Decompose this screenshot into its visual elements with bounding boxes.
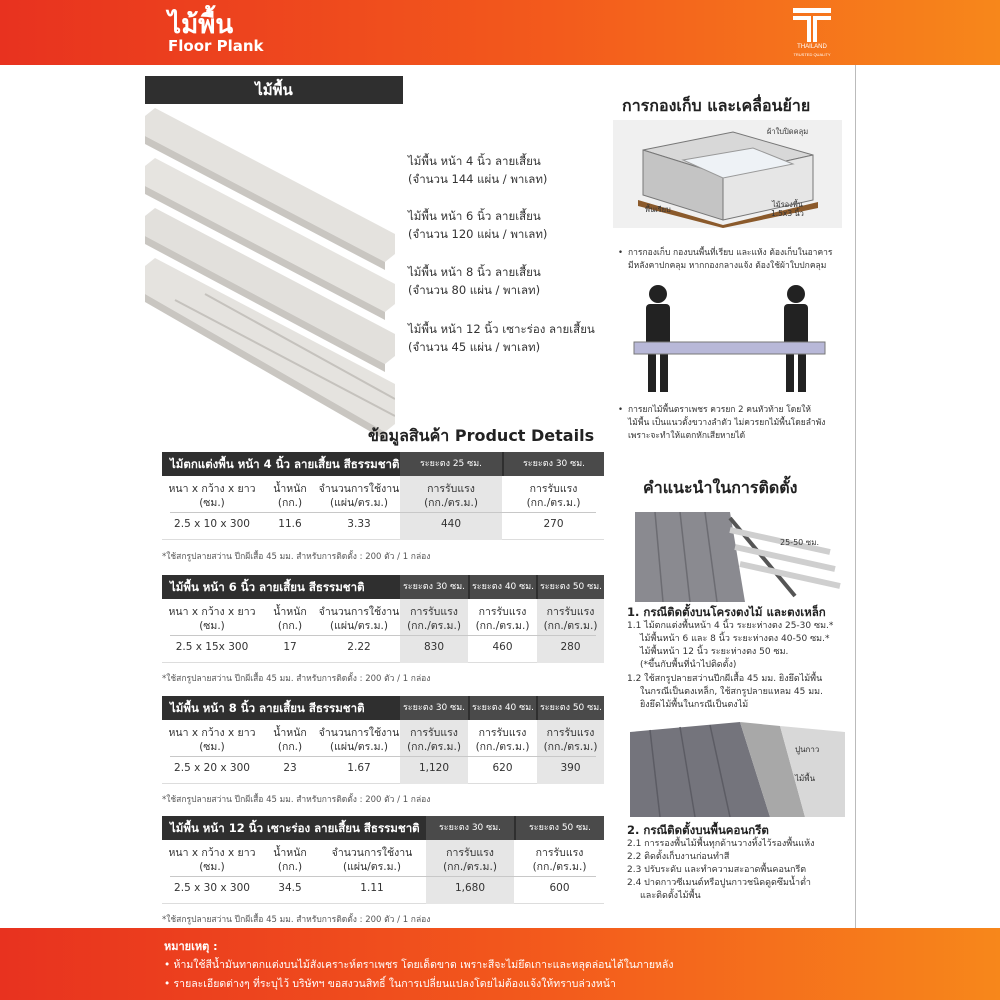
load-header: การรับแรง (กก./ตร.ม.) [475,727,530,753]
table-title: ไม้ตกแต่งพื้น หน้า 4 นิ้ว ลายเสี้ยน สีธรรมชาติ [170,457,400,471]
span-col: ระยะตง 50 ซม. [515,816,604,840]
plank-info-6in [408,207,547,243]
install-step1-line: ไม้พื้นหน้า 12 นิ้ว ระยะห่างตง 50 ซม. [640,647,789,657]
table-header [162,816,604,840]
dims-header: หนา x กว้าง x ยาว (ซม.) [168,483,256,509]
install-step2-line: 2.1 การรองพื้นไม้พื้นทุกด้านวางทิ้งไว้รองพื้นแห้ง [627,839,815,849]
install-step1-title: 1. กรณีติดตั้งบนโครงตงไม้ และตงเหล็ก [627,605,826,619]
logo-tagline-text: TRUSTED QUALITY [793,52,831,57]
plank-stack-image [145,104,395,454]
plank-8in-qty: (จำนวน 80 แผ่น / พาเลท) [408,283,541,297]
usage-header: จำนวนการใช้งาน (แผ่น/ตร.ม.) [318,483,400,509]
usage-header: จำนวนการใช้งาน (แผ่น/ตร.ม.) [318,727,400,753]
span-col: ระยะตง 40 ซม. [469,575,536,599]
install-step1-line: 1.1 ไม้ตกแต่งพื้นหน้า 4 นิ้ว ระยะห่างตง 25-30 ซม.* [627,621,834,631]
table-header [162,696,604,720]
load-value: 620 [492,762,513,774]
plank-12in-qty: (จำนวน 45 แผ่น / พาเลท) [408,340,541,354]
span-col: ระยะตง 30 ซม. [503,452,604,476]
product-details-title: ข้อมูลสินค้า Product Details [368,426,595,445]
table-note: *ใช้สกรูปลายสว่าน ปีกผีเสื้อ 45 มม. สำหรับการติดตั้ง : 200 ตัว / 1 กล่อง [162,795,431,805]
dims-value: 2.5 x 20 x 300 [174,762,250,774]
install-step2-line: 2.2 ติดตั้งเก็บงานก่อนทำสี [627,852,730,862]
plank-4in-qty: (จำนวน 144 แผ่น / พาเลท) [408,172,548,186]
install-step2-line: 2.4 ปาดกาวซีเมนต์หรือปูนกาวชนิดดูดซึมน้ำต่ำ [627,878,811,888]
span-col: ระยะตง 30 ซม. [400,696,468,720]
header-banner [0,0,1000,65]
install-step1-line: 1.2 ใช้สกรูปลายสว่านปีกผีเสื้อ 45 มม. ยิงยึดไม้พื้น [627,674,823,684]
right-divider [855,65,856,935]
table-body [162,840,604,904]
table-title: ไม้พื้น หน้า 8 นิ้ว ลายเสี้ยน สีธรรมชาติ [170,701,365,715]
span-col: ระยะตง 30 ซม. [426,816,514,840]
table-header [162,452,604,476]
joist-spacing-label: 25-50 ซม. [780,538,820,547]
table-body [162,599,604,663]
span-col: ระยะตง 50 ซม. [537,575,604,599]
support-label: ไม้รองพื้น 1.5x3 นิ้ว [771,200,804,218]
span-col: ระยะตง 30 ซม. [400,575,468,599]
dims-header: หนา x กว้าง x ยาว (ซม.) [168,606,256,632]
footer-note-line: • ห้ามใช้สีน้ำมันทาตกแต่งบนไม้สังเคราะห์ตราเพชร โดยเด็ดขาด เพราะสีจะไม่ยึดเกาะและหลุดล่อนได้ในภายหลัง [164,959,674,971]
install-step2-line: และติดตั้งไม้พื้น [640,891,701,901]
plank-label: ไม้พื้น [795,774,816,783]
install-step2-line: 2.3 ปรับระดับ และทำความสะอาดพื้นคอนกรีต [627,865,807,875]
glue-label: ปูนกาว [795,745,820,754]
install-title: คำแนะนำในการติดตั้ง [643,478,798,497]
load-value: 1,120 [418,762,450,774]
span-col: ระยะตง 40 ซม. [469,696,536,720]
plank-8in-name: ไม้พื้น หน้า 8 นิ้ว ลายเสี้ยน [408,265,541,279]
spec-table-6in [162,575,604,663]
joist-install-illustration [635,512,845,602]
load-header: การรับแรง (กก./ตร.ม.) [407,727,461,753]
storage-bullet-1: • การกองเก็บ กองบนพื้นที่เรียบ และแห้ง ต้องเก็บในอาคาร มีหลังคาปกคลุม หากกองกลางแจ้ง ต้องใช้ผ้าใบปกคลุม [618,248,833,271]
page-title-en: Floor Plank [168,37,264,55]
table-body [162,476,604,540]
dims-value: 2.5 x 10 x 300 [174,518,250,530]
load-header: การรับแรง (กก./ตร.ม.) [443,847,497,873]
footer-note-line: • รายละเอียดต่างๆ ที่ระบุไว้ บริษัทฯ ขอสงวนสิทธิ์ ในการเปลี่ยนแปลงโดยไม่ต้องแจ้งให้ทราบล่วงหน้า [164,978,616,990]
concrete-install-illustration [630,722,845,817]
logo-mark-icon [787,6,837,44]
spec-table-8in [162,696,604,784]
two-person-carry-illustration [620,280,840,395]
plank-info-4in [408,152,547,188]
plank-6in-name: ไม้พื้น หน้า 6 นิ้ว ลายเสี้ยน [408,209,541,223]
load-header: การรับแรง (กก./ตร.ม.) [526,483,581,509]
dims-header: หนา x กว้าง x ยาว (ซม.) [168,847,256,873]
load-header: การรับแรง (กก./ตร.ม.) [532,847,587,873]
weight-value: 34.5 [278,882,302,894]
weight-value: 23 [283,762,297,774]
load-value: 440 [440,518,462,530]
usage-value: 1.11 [360,882,384,894]
plank-info-12in [408,320,595,356]
table-note: *ใช้สกรูปลายสว่าน ปีกผีเสื้อ 45 มม. สำหรับการติดตั้ง : 200 ตัว / 1 กล่อง [162,552,431,562]
plank-6in-qty: (จำนวน 120 แผ่น / พาเลท) [408,227,548,241]
plank-12in-name: ไม้พื้น หน้า 12 นิ้ว เซาะร่อง ลายเสี้ยน [408,322,595,336]
install-step1-line: (*ขึ้นกับพื้นที่นำไปติดตั้ง) [640,660,737,670]
storage-bullet-2: • การยกไม้พื้นตราเพชร ควรยก 2 คนหัวท้าย โดยให้ ไม้พื้น เป็นแนวตั้งขวางลำตัว ไม่ควรยกไม้พื้นโดยลำพัง เพราะจะทำให้แตกหักเสียหายได้ [618,405,826,441]
plank-info-8in [408,263,541,299]
load-value: 280 [560,641,581,653]
load-header: การรับแรง (กก./ตร.ม.) [424,483,478,509]
table-note: *ใช้สกรูปลายสว่าน ปีกผีเสื้อ 45 มม. สำหรับการติดตั้ง : 200 ตัว / 1 กล่อง [162,674,431,684]
install-step1-line: ยิงยึดไม้พื้นในกรณีเป็นตงไม้ [640,700,749,710]
span-col: ระยะตง 25 ซม. [400,452,502,476]
footer-heading: หมายเหตุ : [164,940,218,953]
load-header: การรับแรง (กก./ตร.ม.) [543,727,598,753]
load-value: 600 [549,882,570,894]
install-step2-title: 2. กรณีติดตั้งบนพื้นคอนกรีต [627,823,769,837]
floor-label: พื้นเรียบ [645,205,671,214]
weight-header: น้ำหนัก (กก.) [273,727,307,753]
plank-4in-name: ไม้พื้น หน้า 4 นิ้ว ลายเสี้ยน [408,154,541,168]
load-value: 1,680 [454,882,486,894]
storage-illustration [613,120,842,228]
cover-label: ผ้าใบปิดคลุม [767,127,809,136]
usage-header: จำนวนการใช้งาน (แผ่น/ตร.ม.) [318,606,400,632]
load-value: 460 [492,641,513,653]
page-title-th: ไม้พื้น [168,10,234,40]
usage-value: 1.67 [347,762,371,774]
load-header: การรับแรง (กก./ตร.ม.) [543,606,598,632]
load-header: การรับแรง (กก./ตร.ม.) [475,606,530,632]
dims-value: 2.5 x 15x 300 [175,641,249,653]
weight-header: น้ำหนัก (กก.) [273,606,307,632]
weight-value: 11.6 [278,518,302,530]
dims-header: หนา x กว้าง x ยาว (ซม.) [168,727,256,753]
load-value: 390 [560,762,581,774]
table-title: ไม้พื้น หน้า 12 นิ้ว เซาะร่อง ลายเสี้ยน สีธรรมชาติ [170,821,420,835]
usage-value: 3.33 [347,518,371,530]
table-body [162,720,604,784]
usage-header: จำนวนการใช้งาน (แผ่น/ตร.ม.) [331,847,413,873]
weight-value: 17 [283,641,297,653]
install-step1-line: ไม้พื้นหน้า 6 และ 8 นิ้ว ระยะห่างตง 40-50 ซม.* [640,634,830,644]
load-value: 270 [543,518,564,530]
table-note: *ใช้สกรูปลายสว่าน ปีกผีเสื้อ 45 มม. สำหรับการติดตั้ง : 200 ตัว / 1 กล่อง [162,915,431,925]
table-title: ไม้พื้น หน้า 6 นิ้ว ลายเสี้ยน สีธรรมชาติ [170,580,365,594]
span-col: ระยะตง 50 ซม. [537,696,604,720]
load-header: การรับแรง (กก./ตร.ม.) [407,606,461,632]
dims-value: 2.5 x 30 x 300 [174,882,250,894]
spec-table-4in [162,452,604,540]
product-tab-label: ไม้พื้น [145,76,403,104]
weight-header: น้ำหนัก (กก.) [273,847,307,873]
usage-value: 2.22 [347,641,371,653]
logo-brand-text: THAILAND [797,44,827,50]
table-header [162,575,604,599]
install-step1-line: ในกรณีเป็นตงเหล็ก, ใช้สกรูปลายแหลม 45 มม. [640,687,823,697]
footer-notes [0,928,1000,1000]
load-value: 830 [423,641,445,653]
spec-table-12in [162,816,604,904]
weight-header: น้ำหนัก (กก.) [273,483,307,509]
storage-title: การกองเก็บ และเคลื่อนย้าย [622,96,811,115]
brand-logo [787,6,837,60]
